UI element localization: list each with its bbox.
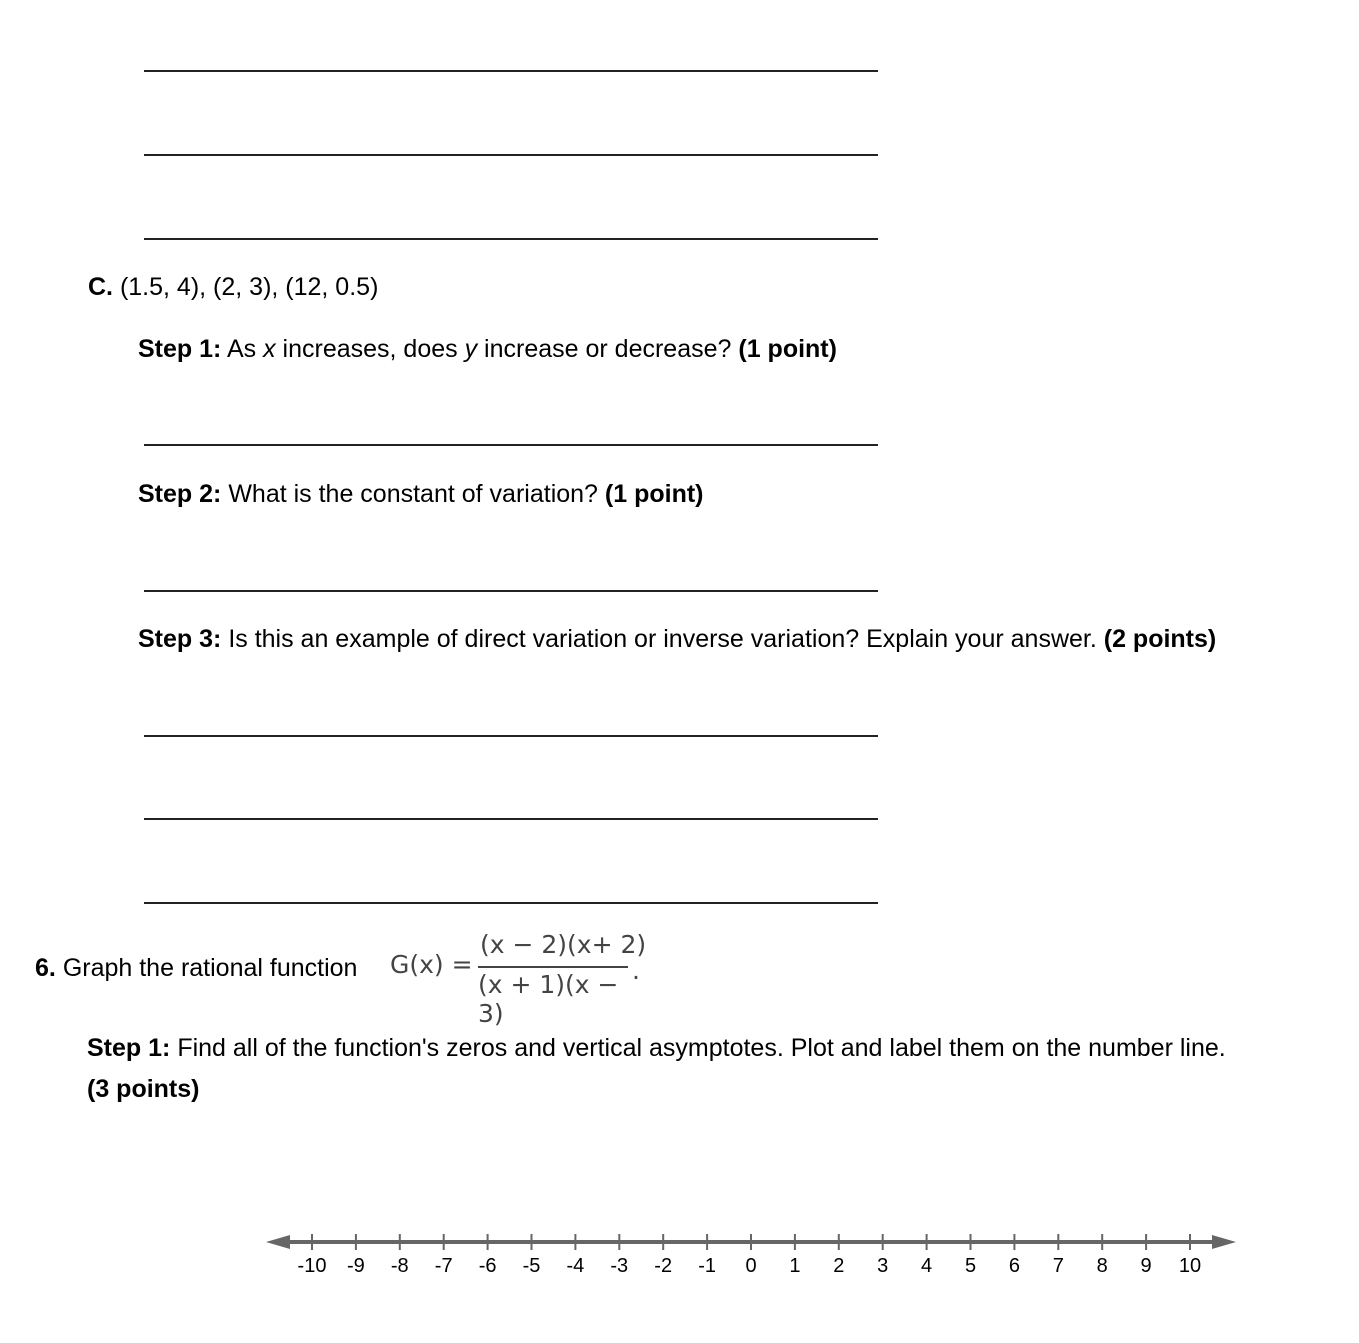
- tick-label: 8: [1096, 1255, 1108, 1277]
- tick-label: -6: [478, 1255, 497, 1277]
- tick-label: -3: [610, 1255, 629, 1277]
- tick-label: 1: [789, 1255, 801, 1277]
- formula-numerator: (x − 2)(x+ 2): [480, 930, 647, 959]
- step1-text-post: increase or decrease?: [484, 335, 732, 363]
- step2-points: (1 point): [604, 480, 704, 508]
- part-c-step1: [138, 334, 837, 364]
- step1-points: (1 point): [738, 335, 837, 363]
- tick-label: -10: [297, 1255, 327, 1277]
- q6-step1-points: (3 points): [87, 1075, 200, 1103]
- answer-line[interactable]: [144, 818, 878, 820]
- step1-var-x: x: [263, 335, 276, 363]
- formula-lhs: G(x) =: [390, 950, 473, 979]
- tick-label: 3: [877, 1255, 889, 1277]
- tick-label: 7: [1052, 1255, 1064, 1277]
- part-c-points: (1.5, 4), (2, 3), (12, 0.5): [119, 273, 379, 301]
- step2-text: What is the constant of variation?: [228, 480, 598, 508]
- tick-label: -1: [698, 1255, 716, 1277]
- tick-label: 5: [964, 1255, 977, 1277]
- q6-step1-text: Find all of the function's zeros and vertical asymptotes. Plot and label them on the number line.: [177, 1034, 1226, 1062]
- tick-label: -5: [522, 1255, 541, 1277]
- step2-label: Step 2:: [138, 480, 222, 508]
- question-6: [35, 953, 357, 983]
- step1-text-pre: As: [226, 335, 257, 363]
- answer-line[interactable]: [144, 154, 878, 156]
- tick-label: -4: [566, 1255, 585, 1277]
- step3-text: Is this an example of direct variation or inverse variation? Explain your answer.: [228, 625, 1097, 653]
- part-c-label: C.: [88, 273, 113, 301]
- q6-step1-label: Step 1:: [87, 1034, 171, 1062]
- answer-line[interactable]: [144, 70, 878, 72]
- step1-text-mid: increases, does: [282, 335, 458, 363]
- answer-line[interactable]: [144, 902, 878, 904]
- left-arrow-icon: [266, 1235, 290, 1249]
- step1-label: Step 1:: [138, 335, 222, 363]
- answer-line[interactable]: [144, 735, 878, 737]
- tick-label: -9: [347, 1255, 365, 1277]
- question-number: 6.: [35, 954, 56, 982]
- tick-label: 6: [1008, 1255, 1020, 1277]
- tick-label: -8: [390, 1255, 409, 1277]
- fraction-bar: [478, 966, 628, 968]
- answer-line[interactable]: [144, 238, 878, 240]
- answer-line[interactable]: [144, 444, 878, 446]
- step3-label: Step 3:: [138, 625, 222, 653]
- step1-var-y: y: [464, 335, 478, 363]
- number-line[interactable]: [260, 1225, 1250, 1285]
- question-text: Graph the rational function: [62, 954, 358, 982]
- formula-period: .: [632, 956, 640, 985]
- tick-label: 4: [921, 1255, 933, 1277]
- tick-label: -2: [654, 1255, 673, 1277]
- tick-label: 2: [833, 1255, 845, 1277]
- part-c-step3: [138, 624, 1216, 654]
- part-c-step2: [138, 479, 704, 509]
- right-arrow-icon: [1212, 1235, 1236, 1249]
- tick-label: 0: [745, 1255, 757, 1277]
- answer-line[interactable]: [144, 590, 878, 592]
- q6-step1-points-line: [87, 1074, 200, 1104]
- rational-function-formula: [390, 930, 650, 1028]
- formula-denominator: (x + 1)(x − 3): [478, 970, 619, 1028]
- tick-label: -7: [434, 1255, 453, 1277]
- q6-step1: [87, 1033, 1226, 1063]
- part-c-heading: [88, 272, 378, 302]
- step3-points: (2 points): [1103, 625, 1217, 653]
- tick-label: 10: [1178, 1255, 1202, 1277]
- tick-label: 9: [1140, 1255, 1152, 1277]
